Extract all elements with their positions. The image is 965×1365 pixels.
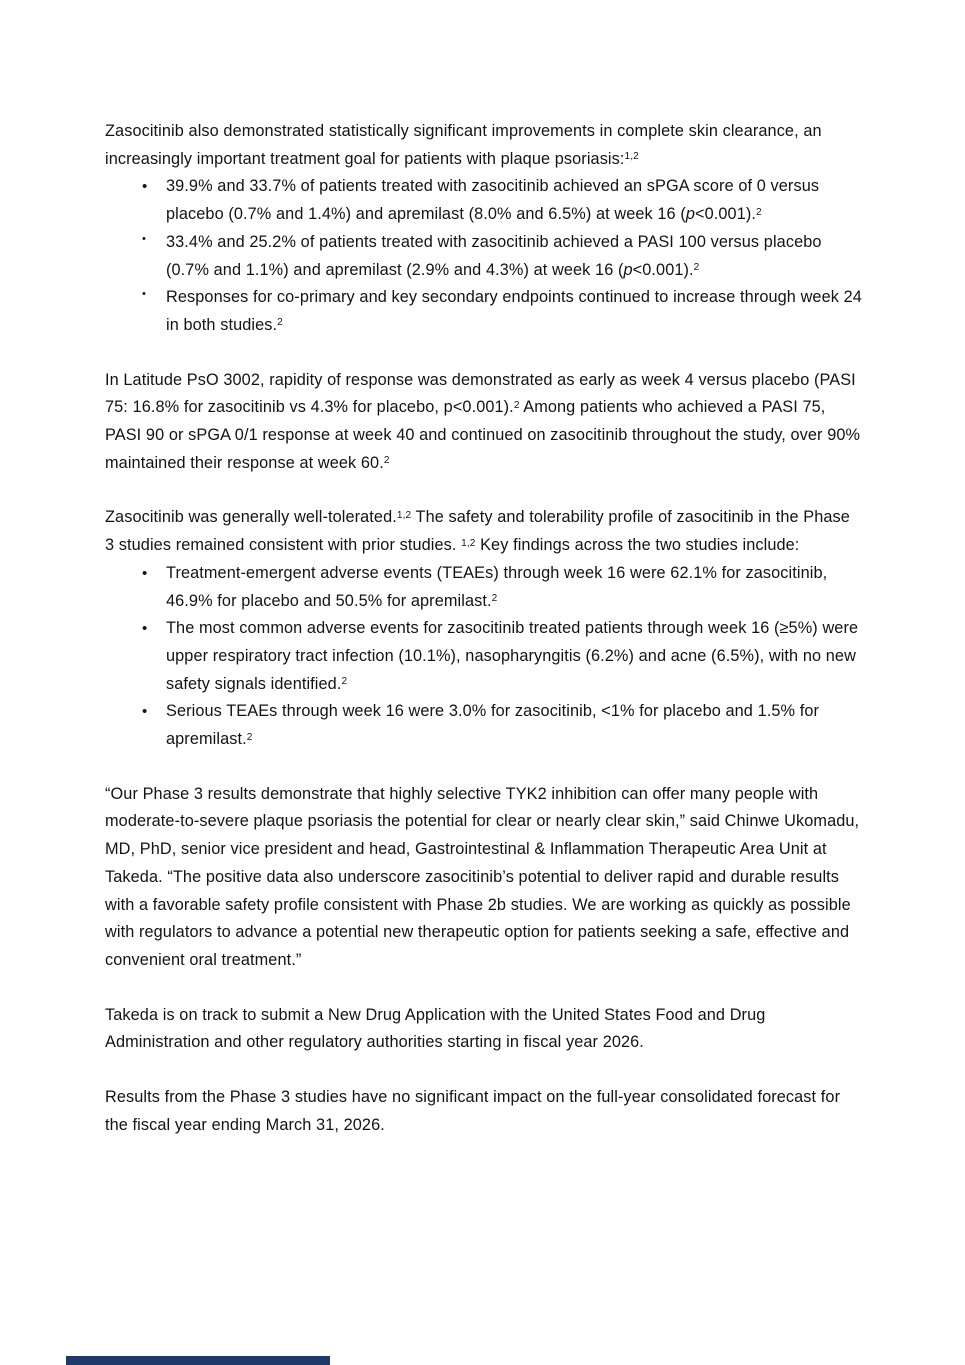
list-item-pasi100 [105,229,862,284]
list-item-serious-teaes [105,698,862,753]
list-item-text: Responses for co-primary and key secondary endpoints continued to increase through week 24 in both studies.$^2$ [166,288,862,334]
list-item-text: Treatment-emergent adverse events (TEAEs) through week 16 were 62.1% for zasocitinib, 46.9% for placebo and 50.5% for apremilast.$^2$ [166,563,828,610]
list-item-text: The most common adverse events for zasocitinib treated patients through week 16 (≥5%) were upper respiratory tract infection (10.1%), nasopharyngitis (6.2%) and acne (6.5%), with no new safety signals identified.$^2$ [166,619,859,693]
paragraph-nda-submission: Takeda is on track to submit a New Drug Application with the United States Food and Drug Administration and other regulatory authorities starting in fiscal year 2026. [105,1005,766,1052]
bullet-icon: • [142,288,146,301]
list-item-common-adverse-events [105,615,862,698]
bullet-icon: • [142,620,148,638]
bullet-icon: • [142,232,146,245]
list-item-text: 33.4% and 25.2% of patients treated with zasocitinib achieved a PASI 100 versus placebo (0.7% and 1.1%) and apremilast (2.9% and 4.3%) at week 16 (p<0.001).$^2$ [166,232,822,279]
paragraph-latitude-pso-3002: In Latitude PsO 3002, rapidity of response was demonstrated as early as week 4 versus placebo (PASI 75: 16.8% for zasocitinib vs 4.3% for placebo, p<0.001).$^2$ Among patients who achieved a PASI 75, PASI 90 or sPGA 0/1 response at week 40 and continued on zasocitinib throughout the study, over 90% maintained their response at week 60.$^2$ [105,370,861,472]
list-item-endpoints [105,284,862,339]
list-item-text: Serious TEAEs through week 16 were 3.0% for zasocitinib, <1% for placebo and 1.5% for apremilast.$^2$ [166,702,820,749]
bullet-list-safety [105,560,862,754]
list-item-spga [105,173,862,228]
bullet-icon: • [142,703,148,721]
footer-accent-bar [66,1356,330,1365]
paragraph-safety-intro: Zasocitinib was generally well-tolerated.$^{1,2}$ The safety and tolerability profile of zasocitinib in the Phase 3 studies remained consistent with prior studies. $^{1,2}$ Key findings across the two studies include: [105,508,850,555]
bullet-icon: • [142,564,148,582]
list-item-teaes [105,560,862,615]
bullet-list-efficacy [105,173,862,339]
bullet-icon: • [142,178,148,196]
paragraph-executive-quote: “Our Phase 3 results demonstrate that highly selective TYK2 inhibition can offer many people with moderate-to-severe plaque psoriasis the potential for clear or nearly clear skin,” said Chinwe Ukomadu, MD, PhD, senior vice president and head, Gastrointestinal & Inflammation Therapeutic Area Unit at Takeda. “The positive data also underscore zasocitinib’s potential to deliver rapid and durable results with a favorable safety profile consistent with Phase 2b studies. We are working as quickly as possible with regulators to advance a potential new therapeutic option for patients seeking a safe, effective and convenient oral treatment.” [105,784,860,969]
list-item-text: 39.9% and 33.7% of patients treated with zasocitinib achieved an sPGA score of 0 versus placebo (0.7% and 1.4%) and apremilast (8.0% and 6.5%) at week 16 (p<0.001).$^2$ [166,177,820,224]
paragraph-skin-clearance: Zasocitinib also demonstrated statistically significant improvements in complete skin clearance, an increasingly important treatment goal for patients with plaque psoriasis:$^{1,2}$ [105,122,822,168]
paragraph-forecast-impact: Results from the Phase 3 studies have no significant impact on the full-year consolidated forecast for the fiscal year ending March 31, 2026. [105,1088,841,1134]
